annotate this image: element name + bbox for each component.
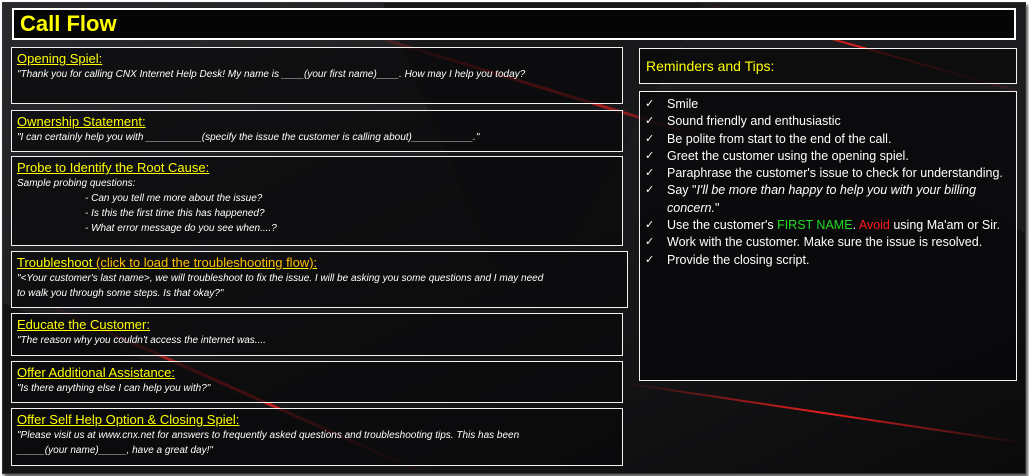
tip-item: ✓ Say "I'll be more than happy to help you with your billing concern." bbox=[645, 183, 977, 215]
tip-item: ✓ Provide the closing script. bbox=[645, 252, 1007, 269]
probe-question: - Can you tell me more about the issue? bbox=[85, 193, 263, 204]
opening-spiel-text: "Thank you for calling CNX Internet Help Desk! My name is ____(your first name)____. How may I help you today? bbox=[17, 69, 526, 80]
probe-question: - Is this the first time this has happened? bbox=[85, 208, 265, 219]
checkmark-icon: ✓ bbox=[645, 236, 655, 249]
reminders-heading: Reminders and Tips: bbox=[646, 58, 775, 74]
closing-text-2: _____(your name)_____, have a great day!" bbox=[17, 445, 213, 456]
educate-text: "The reason why you couldn't access the internet was.... bbox=[17, 335, 266, 346]
ownership-statement-box bbox=[11, 110, 623, 152]
checkmark-icon: ✓ bbox=[645, 253, 655, 266]
page-title: Call Flow bbox=[20, 11, 117, 36]
first-name-highlight: FIRST NAME bbox=[777, 218, 853, 233]
probe-question: - What error message do you see when....? bbox=[85, 223, 277, 234]
closing-heading: Offer Self Help Option & Closing Spiel: bbox=[17, 412, 240, 427]
ownership-text: "I can certainly help you with __________(specify the issue the customer is calling about)___________." bbox=[17, 132, 480, 143]
title-bar bbox=[12, 8, 1016, 40]
checkmark-icon: ✓ bbox=[645, 115, 655, 128]
checkmark-icon: ✓ bbox=[645, 132, 655, 145]
educate-heading: Educate the Customer: bbox=[17, 317, 150, 332]
checkmark-icon: ✓ bbox=[645, 184, 655, 197]
reminders-header bbox=[639, 48, 1017, 84]
checkmark-icon: ✓ bbox=[645, 167, 655, 180]
closing-text-1: "Please visit us at www.cnx.net for answers to frequently asked questions and troubleshooting tips. This has been bbox=[17, 430, 520, 441]
tip-item: ✓ Work with the customer. Make sure the issue is resolved. bbox=[645, 234, 1007, 251]
tip-italic-phrase: I'll be more than happy to help you with your billing concern. bbox=[667, 183, 977, 215]
troubleshoot-box bbox=[11, 251, 628, 308]
tips-box bbox=[639, 91, 1017, 381]
probe-heading: Probe to Identify the Root Cause: bbox=[17, 160, 210, 175]
tip-item: ✓ Be polite from start to the end of the call. bbox=[645, 131, 1007, 148]
offer-heading: Offer Additional Assistance: bbox=[17, 365, 176, 380]
probe-box bbox=[11, 156, 623, 246]
educate-box bbox=[11, 313, 623, 356]
troubleshoot-heading-line bbox=[17, 255, 622, 271]
tip-item: ✓ Use the customer's FIRST NAME. Avoid using Ma'am or Sir. bbox=[645, 217, 1007, 234]
offer-assistance-box bbox=[11, 361, 623, 403]
checkmark-icon: ✓ bbox=[645, 149, 655, 162]
tip-item: ✓ Paraphrase the customer's issue to check for understanding. bbox=[645, 165, 1007, 182]
call-flow-panel bbox=[2, 2, 1026, 474]
ownership-heading: Ownership Statement: bbox=[17, 114, 146, 129]
troubleshoot-text-1: "<Your customer's last name>, we will troubleshoot to fix the issue. I will be asking you some questions and I may need bbox=[17, 273, 544, 284]
opening-spiel-box bbox=[11, 47, 623, 104]
avoid-highlight: Avoid bbox=[858, 218, 890, 233]
opening-spiel-heading: Opening Spiel: bbox=[17, 51, 103, 66]
troubleshoot-text-2: to walk you through some steps. Is that okay?" bbox=[17, 288, 224, 299]
tip-item: ✓ Greet the customer using the opening spiel. bbox=[645, 148, 1007, 165]
checkmark-icon: ✓ bbox=[645, 219, 655, 232]
tips-list bbox=[640, 92, 1016, 269]
tip-item: ✓ Sound friendly and enthusiastic bbox=[645, 113, 1007, 130]
checkmark-icon: ✓ bbox=[645, 98, 655, 110]
probe-intro: Sample probing questions: bbox=[17, 178, 136, 189]
troubleshoot-heading: Troubleshoot bbox=[17, 255, 93, 270]
tip-item: ✓ Smile bbox=[645, 96, 1007, 113]
closing-box bbox=[11, 408, 623, 466]
offer-text: "Is there anything else I can help you with?" bbox=[17, 383, 211, 394]
troubleshooting-flow-link[interactable]: (click to load the troubleshooting flow): bbox=[92, 255, 318, 270]
